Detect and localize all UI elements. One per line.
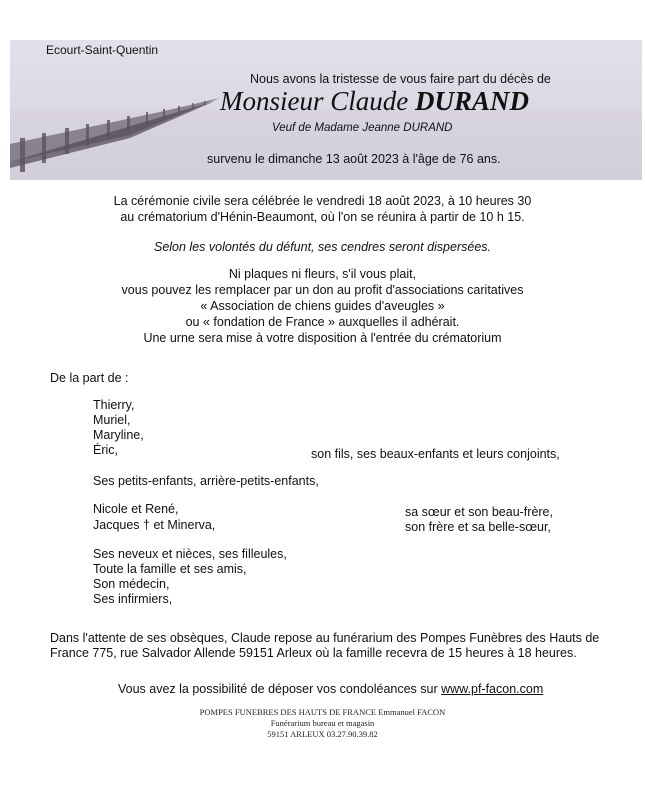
sibling-2: Jacques † et Minerva, xyxy=(93,518,216,532)
flowers-line-5: Une urne sera mise à votre disposition à l'entrée du crématorium xyxy=(143,331,502,345)
grandchildren-line: Ses petits-enfants, arrière-petits-enfants, xyxy=(93,474,319,488)
town-name: Ecourt-Saint-Quentin xyxy=(46,43,159,57)
condolences-text: Vous avez la possibilité de déposer vos condoléances sur xyxy=(118,682,442,696)
repose-line-1: Dans l'attente de ses obsèques, Claude repose au funérarium des Pompes Funèbres des Hauts de xyxy=(50,631,600,645)
deceased-first-name: Monsieur Claude xyxy=(220,86,409,116)
other-family-line: Ses neveux et nièces, ses filleules, xyxy=(93,547,287,561)
announcement-intro: Nous avons la tristesse de vous faire part du décès de xyxy=(250,72,551,86)
ceremony-line-1: La cérémonie civile sera célébrée le vendredi 18 août 2023, à 10 heures 30 xyxy=(113,194,532,208)
wishes-line: Selon les volontés du défunt, ses cendres seront dispersées. xyxy=(153,240,491,254)
deceased-last-name: DURAND xyxy=(415,86,530,116)
child-name: Muriel, xyxy=(93,413,131,427)
flowers-line-4: ou « fondation de France » auxquelles il adhérait. xyxy=(185,315,460,329)
footer-line-3: 59151 ARLEUX 03.27.90.39.82 xyxy=(267,729,378,739)
flowers-line-3: « Association de chiens guides d'aveugles » xyxy=(200,299,445,313)
child-name: Maryline, xyxy=(93,428,144,442)
children-relation: son fils, ses beaux-enfants et leurs conjoints, xyxy=(311,447,560,461)
other-family-line: Ses infirmiers, xyxy=(93,592,173,606)
deceased-name xyxy=(220,86,529,117)
flowers-line-2: vous pouvez les remplacer par un don au profit d'associations caritatives xyxy=(121,283,524,297)
sibling-2-relation: son frère et sa belle-sœur, xyxy=(405,520,551,534)
sibling-1: Nicole et René, xyxy=(93,502,179,516)
other-family-line: Son médecin, xyxy=(93,577,170,591)
child-name: Éric, xyxy=(93,443,118,457)
funeral-home-footer xyxy=(0,707,645,740)
sibling-1-relation: sa sœur et son beau-frère, xyxy=(405,505,553,519)
footer-line-2: Funérarium bureau et magasin xyxy=(270,718,375,728)
widow-line: Veuf de Madame Jeanne DURAND xyxy=(272,122,453,134)
footer-line-1: POMPES FUNEBRES DES HAUTS DE FRANCE Emmanuel FACON xyxy=(199,707,446,717)
ceremony-line-2: au crématorium d'Hénin-Beaumont, où l'on se réunira à partir de 10 h 15. xyxy=(120,210,525,224)
other-family-line: Toute la famille et ses amis, xyxy=(93,562,247,576)
repose-line-2: France 775, rue Salvador Allende 59151 Arleux où la famille recevra de 15 heures à 18 heures. xyxy=(50,646,577,660)
ceremony-block xyxy=(0,193,645,225)
condolences-line xyxy=(118,682,543,697)
death-date-line: survenu le dimanche 13 août 2023 à l'âge de 76 ans. xyxy=(207,152,501,166)
child-name: Thierry, xyxy=(93,398,135,412)
flowers-line-1: Ni plaques ni fleurs, s'il vous plait, xyxy=(228,267,417,281)
condolences-link[interactable]: www.pf-facon.com xyxy=(441,682,544,696)
flowers-block xyxy=(0,266,645,346)
family-intro: De la part de : xyxy=(50,371,129,385)
